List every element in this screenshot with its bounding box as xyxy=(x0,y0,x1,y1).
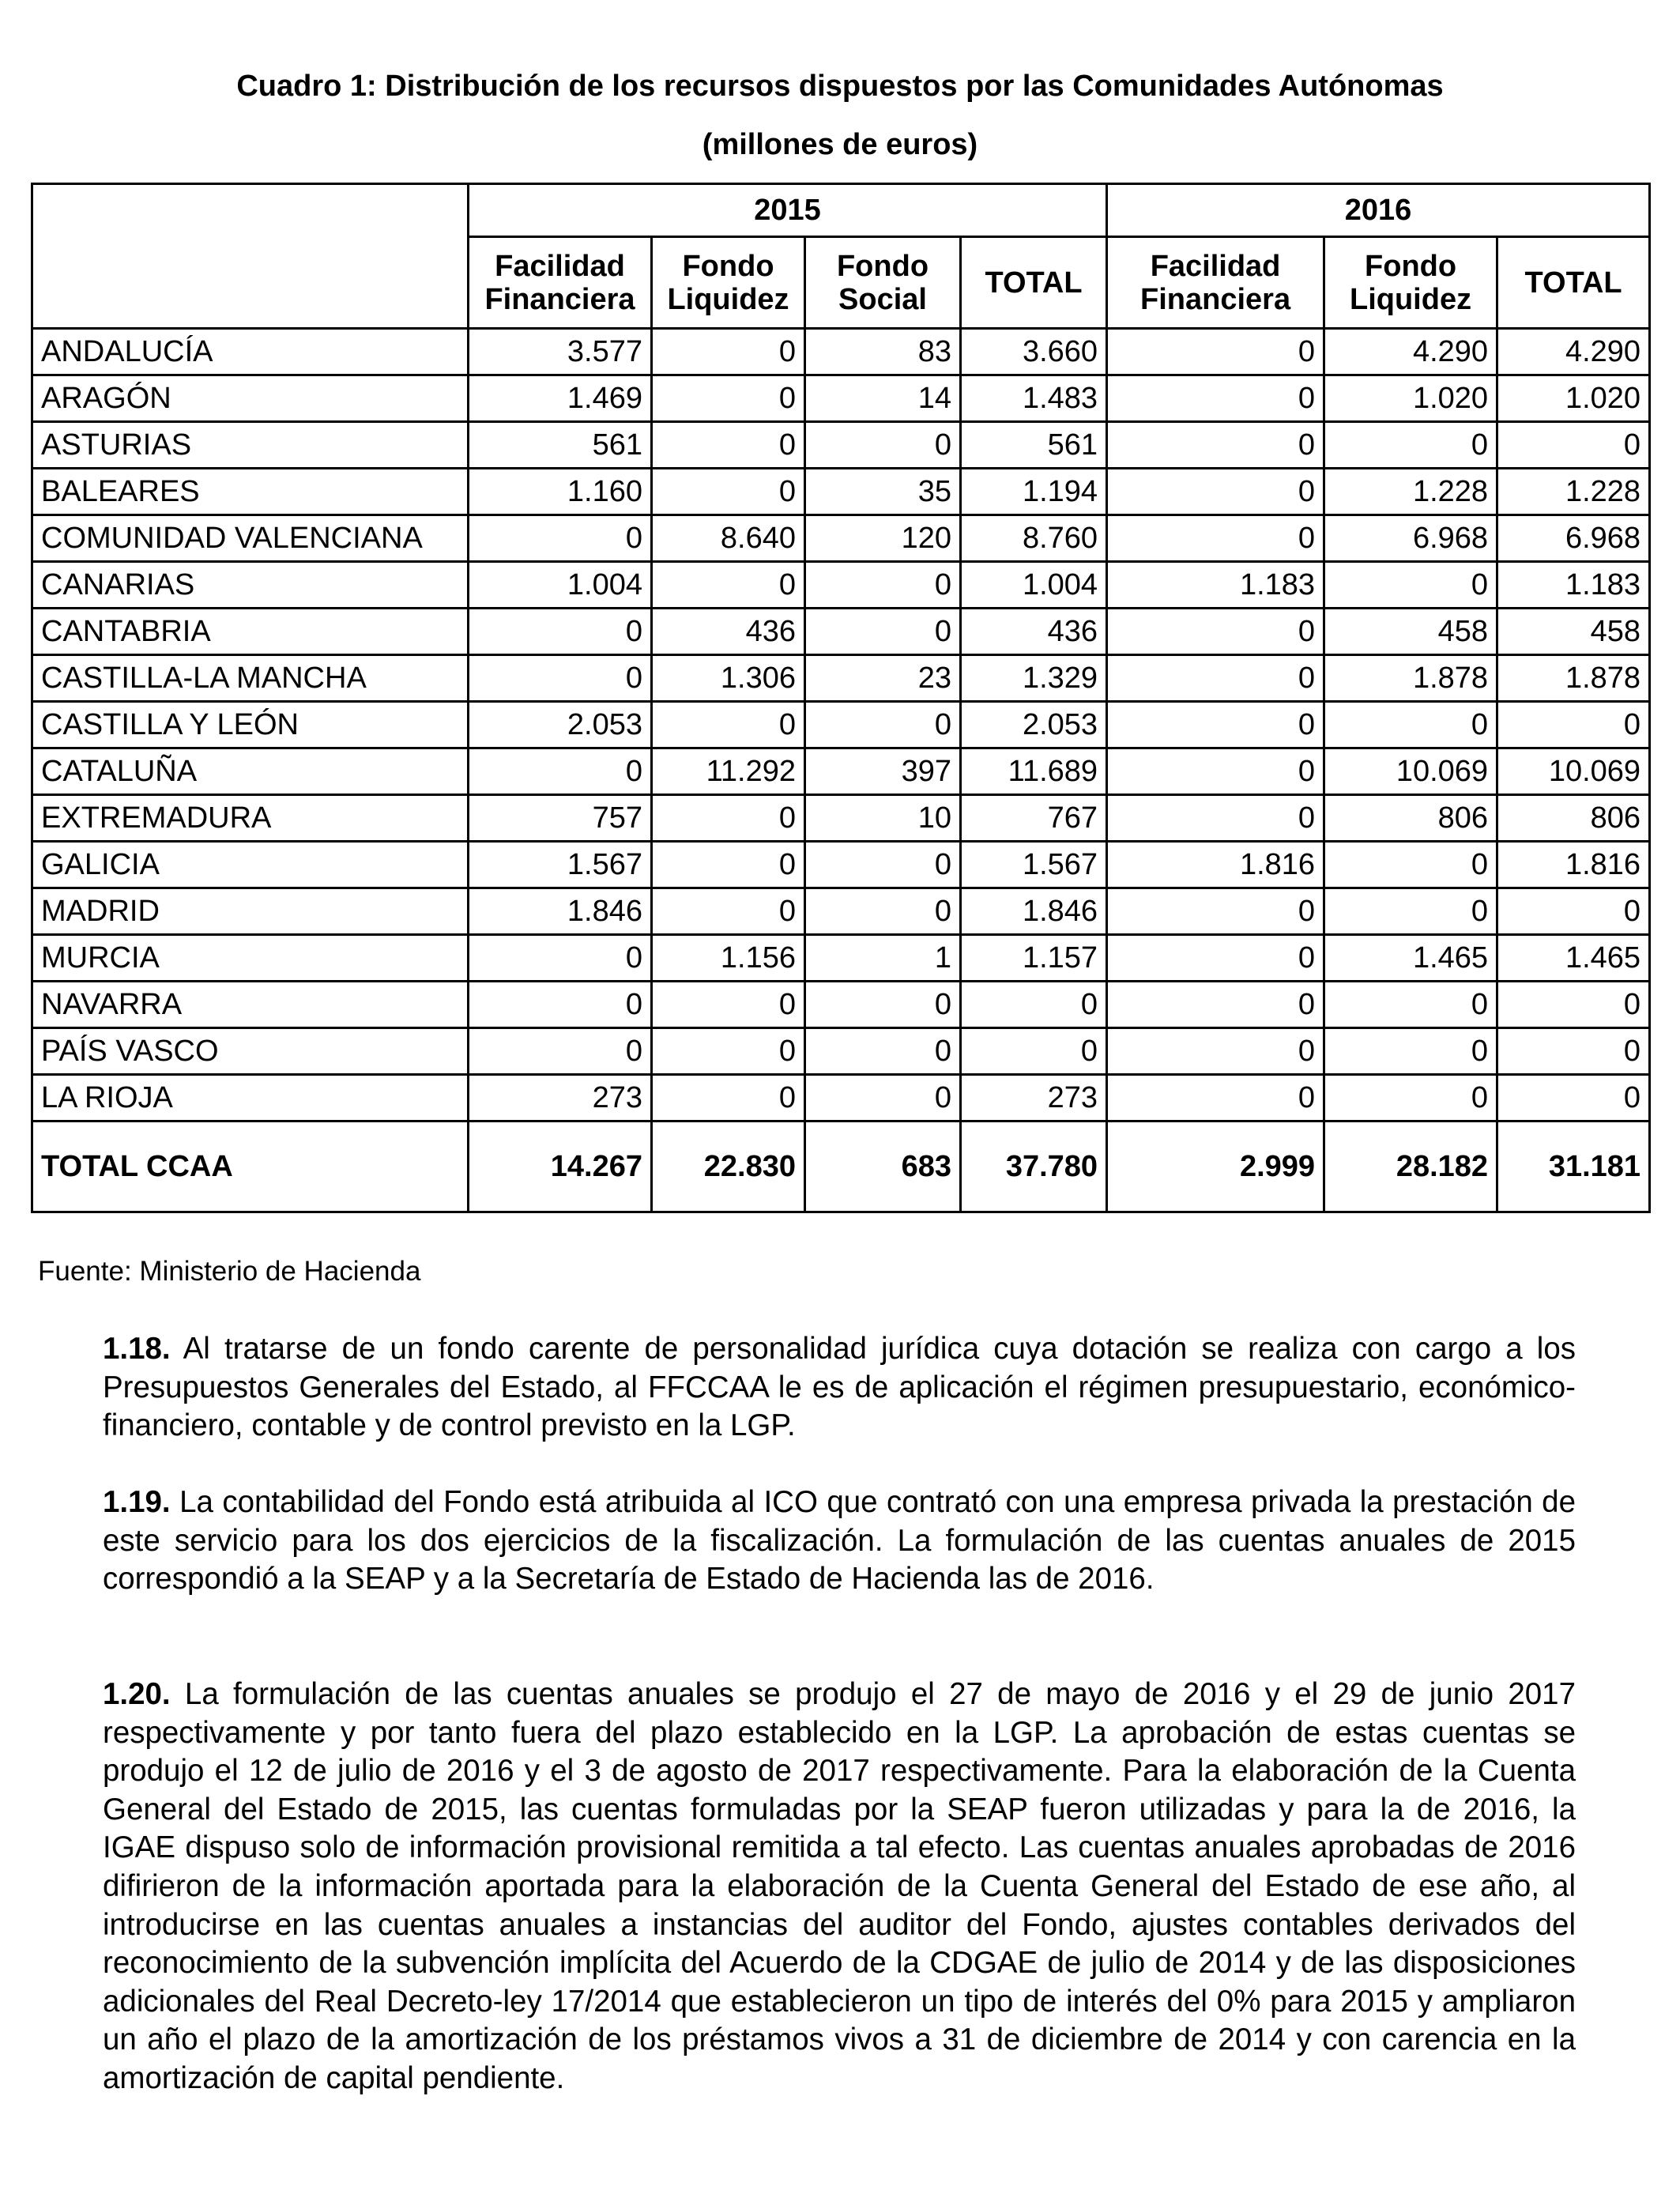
value-cell: 1.228 xyxy=(1324,469,1497,515)
value-cell: 0 xyxy=(1324,888,1497,935)
table-row xyxy=(32,748,1650,795)
paragraph-text: Al tratarse de un fondo carente de personalidad jurídica cuya dotación se realiza con cargo a los Presupuestos Generales del Estado, al FFCCAA le es de aplicación el régimen presupuestario, económico-financiero, contable y de control previsto en la LGP. xyxy=(103,1332,1576,1443)
value-cell: 0 xyxy=(1107,1028,1324,1075)
value-cell: 0 xyxy=(652,888,805,935)
value-cell: 1.483 xyxy=(961,375,1107,422)
value-cell: 0 xyxy=(1107,375,1324,422)
value-cell: 0 xyxy=(805,842,961,888)
value-cell: 10.069 xyxy=(1324,748,1497,795)
value-cell: 0 xyxy=(1324,422,1497,469)
region-name-cell: ANDALUCÍA xyxy=(32,329,469,375)
column-header: Fondo Social xyxy=(805,237,961,329)
value-cell: 0 xyxy=(469,515,652,562)
value-cell: 0 xyxy=(652,469,805,515)
value-cell: 1.567 xyxy=(469,842,652,888)
value-cell: 436 xyxy=(961,609,1107,655)
value-cell: 0 xyxy=(805,562,961,609)
paragraph-1-20 xyxy=(103,1676,1576,2098)
region-name-cell: CANARIAS xyxy=(32,562,469,609)
value-cell: 0 xyxy=(1107,702,1324,748)
value-cell: 0 xyxy=(961,982,1107,1028)
value-cell: 6.968 xyxy=(1497,515,1650,562)
column-header: Facilidad Financiera xyxy=(469,237,652,329)
value-cell: 767 xyxy=(961,795,1107,842)
value-cell: 14 xyxy=(805,375,961,422)
value-cell: 1.183 xyxy=(1107,562,1324,609)
region-name-cell: COMUNIDAD VALENCIANA xyxy=(32,515,469,562)
value-cell: 0 xyxy=(1107,609,1324,655)
value-cell: 1.306 xyxy=(652,655,805,702)
value-cell: 0 xyxy=(1497,888,1650,935)
table-row xyxy=(32,655,1650,702)
value-cell: 0 xyxy=(1107,888,1324,935)
paragraph-text: La contabilidad del Fondo está atribuida al ICO que contrató con una empresa privada la prestación de este servicio para los dos ejercicios de la fiscalización. La formulación de las cuentas anuales de 2015 correspondió a la SEAP y a la Secretaría de Estado de Hacienda las de 2016. xyxy=(103,1485,1576,1596)
total-cell: 683 xyxy=(805,1122,961,1212)
value-cell: 0 xyxy=(469,982,652,1028)
value-cell: 0 xyxy=(805,609,961,655)
value-cell: 10.069 xyxy=(1497,748,1650,795)
value-cell: 0 xyxy=(1107,655,1324,702)
value-cell: 0 xyxy=(652,375,805,422)
value-cell: 0 xyxy=(1497,1075,1650,1122)
year-header-2016: 2016 xyxy=(1107,184,1650,237)
table-row xyxy=(32,842,1650,888)
region-name-cell: BALEARES xyxy=(32,469,469,515)
value-cell: 1.567 xyxy=(961,842,1107,888)
value-cell: 1.156 xyxy=(652,935,805,982)
table-row xyxy=(32,515,1650,562)
value-cell: 6.968 xyxy=(1324,515,1497,562)
value-cell: 11.292 xyxy=(652,748,805,795)
value-cell: 1.160 xyxy=(469,469,652,515)
table-row xyxy=(32,329,1650,375)
value-cell: 0 xyxy=(805,422,961,469)
value-cell: 0 xyxy=(1107,748,1324,795)
value-cell: 806 xyxy=(1497,795,1650,842)
total-cell: 2.999 xyxy=(1107,1122,1324,1212)
column-header: Fondo Liquidez xyxy=(652,237,805,329)
value-cell: 0 xyxy=(1324,982,1497,1028)
value-cell: 0 xyxy=(805,1075,961,1122)
paragraph-number: 1.19. xyxy=(103,1485,171,1519)
value-cell: 0 xyxy=(469,935,652,982)
value-cell: 0 xyxy=(652,329,805,375)
value-cell: 4.290 xyxy=(1324,329,1497,375)
value-cell: 11.689 xyxy=(961,748,1107,795)
value-cell: 1.846 xyxy=(469,888,652,935)
value-cell: 1.846 xyxy=(961,888,1107,935)
value-cell: 3.577 xyxy=(469,329,652,375)
value-cell: 0 xyxy=(1497,982,1650,1028)
value-cell: 1.816 xyxy=(1497,842,1650,888)
value-cell: 458 xyxy=(1497,609,1650,655)
value-cell: 0 xyxy=(1107,935,1324,982)
value-cell: 8.760 xyxy=(961,515,1107,562)
region-name-cell: CASTILLA Y LEÓN xyxy=(32,702,469,748)
value-cell: 120 xyxy=(805,515,961,562)
value-cell: 0 xyxy=(805,888,961,935)
value-cell: 0 xyxy=(469,1028,652,1075)
column-header: TOTAL xyxy=(961,237,1107,329)
value-cell: 1.329 xyxy=(961,655,1107,702)
value-cell: 0 xyxy=(1497,702,1650,748)
value-cell: 1.816 xyxy=(1107,842,1324,888)
table-row xyxy=(32,422,1650,469)
value-cell: 3.660 xyxy=(961,329,1107,375)
paragraph-number: 1.20. xyxy=(103,1677,171,1711)
region-name-cell: ARAGÓN xyxy=(32,375,469,422)
total-cell: 14.267 xyxy=(469,1122,652,1212)
value-cell: 0 xyxy=(805,702,961,748)
value-cell: 561 xyxy=(961,422,1107,469)
value-cell: 0 xyxy=(1107,1075,1324,1122)
table-row xyxy=(32,935,1650,982)
value-cell: 436 xyxy=(652,609,805,655)
value-cell: 0 xyxy=(469,748,652,795)
table-row xyxy=(32,562,1650,609)
region-name-cell: CASTILLA-LA MANCHA xyxy=(32,655,469,702)
value-cell: 1.194 xyxy=(961,469,1107,515)
value-cell: 0 xyxy=(1107,982,1324,1028)
value-cell: 0 xyxy=(961,1028,1107,1075)
value-cell: 1.020 xyxy=(1324,375,1497,422)
table-row xyxy=(32,1075,1650,1122)
table-body xyxy=(32,329,1650,1212)
value-cell: 1.183 xyxy=(1497,562,1650,609)
total-row xyxy=(32,1122,1650,1212)
value-cell: 0 xyxy=(1107,469,1324,515)
value-cell: 1.469 xyxy=(469,375,652,422)
value-cell: 0 xyxy=(652,562,805,609)
table-row xyxy=(32,375,1650,422)
value-cell: 83 xyxy=(805,329,961,375)
year-header-row xyxy=(32,184,1650,237)
region-name-cell: ASTURIAS xyxy=(32,422,469,469)
table-row xyxy=(32,982,1650,1028)
table-row xyxy=(32,888,1650,935)
value-cell: 0 xyxy=(652,422,805,469)
value-cell: 757 xyxy=(469,795,652,842)
value-cell: 1 xyxy=(805,935,961,982)
value-cell: 0 xyxy=(1324,1075,1497,1122)
table-row xyxy=(32,469,1650,515)
value-cell: 35 xyxy=(805,469,961,515)
value-cell: 0 xyxy=(652,1075,805,1122)
total-label: TOTAL CCAA xyxy=(32,1122,469,1212)
value-cell: 1.004 xyxy=(469,562,652,609)
value-cell: 0 xyxy=(1497,422,1650,469)
value-cell: 8.640 xyxy=(652,515,805,562)
total-cell: 28.182 xyxy=(1324,1122,1497,1212)
region-name-cell: MADRID xyxy=(32,888,469,935)
table-row xyxy=(32,795,1650,842)
value-cell: 0 xyxy=(1107,329,1324,375)
value-cell: 0 xyxy=(1324,702,1497,748)
value-cell: 0 xyxy=(652,702,805,748)
distribution-table xyxy=(31,183,1651,1213)
value-cell: 561 xyxy=(469,422,652,469)
value-cell: 23 xyxy=(805,655,961,702)
value-cell: 0 xyxy=(805,1028,961,1075)
table-row xyxy=(32,702,1650,748)
value-cell: 0 xyxy=(652,842,805,888)
region-name-cell: EXTREMADURA xyxy=(32,795,469,842)
value-cell: 0 xyxy=(1107,515,1324,562)
source-note: Fuente: Ministerio de Hacienda xyxy=(38,1256,421,1287)
region-name-cell: CANTABRIA xyxy=(32,609,469,655)
paragraph-1-19 xyxy=(103,1483,1576,1599)
value-cell: 0 xyxy=(1324,562,1497,609)
value-cell: 1.157 xyxy=(961,935,1107,982)
value-cell: 1.878 xyxy=(1324,655,1497,702)
paragraph-number: 1.18. xyxy=(103,1332,171,1366)
value-cell: 0 xyxy=(652,982,805,1028)
value-cell: 1.020 xyxy=(1497,375,1650,422)
value-cell: 1.004 xyxy=(961,562,1107,609)
value-cell: 458 xyxy=(1324,609,1497,655)
region-name-cell: MURCIA xyxy=(32,935,469,982)
region-name-cell: NAVARRA xyxy=(32,982,469,1028)
value-cell: 1.228 xyxy=(1497,469,1650,515)
corner-header-cell xyxy=(32,184,469,329)
paragraph-1-18 xyxy=(103,1330,1576,1446)
value-cell: 0 xyxy=(652,1028,805,1075)
value-cell: 1.465 xyxy=(1324,935,1497,982)
total-cell: 37.780 xyxy=(961,1122,1107,1212)
paragraph-text: La formulación de las cuentas anuales se produjo el 27 de mayo de 2016 y el 29 de junio 2017 respectivamente y por tanto fuera del plazo establecido en la LGP. La aprobación de estas cuentas se produjo el 12 de julio de 2016 y el 3 de agosto de 2017 respectivamente. Para la elaboración de la Cuenta General del Estado de 2015, las cuentas formuladas por la SEAP fueron utilizadas y para la de 2016, la IGAE dispuso solo de información provisional remitida a tal efecto. Las cuentas anuales aprobadas de 2016 difirieron de la información aportada para la elaboración de la Cuenta General del Estado de ese año, al introducirse en las cuentas anuales a instancias del auditor del Fondo, ajustes contables derivados del reconocimiento de la subvención implícita del Acuerdo de la CDGAE de julio de 2014 y de las disposiciones adicionales del Real Decreto-ley 17/2014 que establecieron un tipo de interés del 0% para 2015 y ampliaron un año el plazo de la amortización de los préstamos vivos a 31 de diciembre de 2014 y con carencia en la amortización de capital pendiente. xyxy=(103,1677,1576,2095)
value-cell: 0 xyxy=(1107,422,1324,469)
table-title: Cuadro 1: Distribución de los recursos dispuestos por las Comunidades Autónomas xyxy=(236,70,1444,103)
region-name-cell: PAÍS VASCO xyxy=(32,1028,469,1075)
table-subtitle: (millones de euros) xyxy=(702,128,978,161)
value-cell: 10 xyxy=(805,795,961,842)
value-cell: 0 xyxy=(1107,795,1324,842)
value-cell: 273 xyxy=(469,1075,652,1122)
value-cell: 2.053 xyxy=(961,702,1107,748)
total-cell: 22.830 xyxy=(652,1122,805,1212)
value-cell: 0 xyxy=(805,982,961,1028)
region-name-cell: GALICIA xyxy=(32,842,469,888)
region-name-cell: LA RIOJA xyxy=(32,1075,469,1122)
column-header: TOTAL xyxy=(1497,237,1650,329)
value-cell: 0 xyxy=(1324,1028,1497,1075)
value-cell: 0 xyxy=(469,655,652,702)
value-cell: 0 xyxy=(652,795,805,842)
value-cell: 2.053 xyxy=(469,702,652,748)
column-header: Facilidad Financiera xyxy=(1107,237,1324,329)
region-name-cell: CATALUÑA xyxy=(32,748,469,795)
table-row xyxy=(32,609,1650,655)
value-cell: 397 xyxy=(805,748,961,795)
column-header: Fondo Liquidez xyxy=(1324,237,1497,329)
value-cell: 0 xyxy=(1497,1028,1650,1075)
value-cell: 1.878 xyxy=(1497,655,1650,702)
total-cell: 31.181 xyxy=(1497,1122,1650,1212)
value-cell: 0 xyxy=(469,609,652,655)
value-cell: 273 xyxy=(961,1075,1107,1122)
table-row xyxy=(32,1028,1650,1075)
year-header-2015: 2015 xyxy=(469,184,1107,237)
value-cell: 806 xyxy=(1324,795,1497,842)
value-cell: 1.465 xyxy=(1497,935,1650,982)
value-cell: 4.290 xyxy=(1497,329,1650,375)
value-cell: 0 xyxy=(1324,842,1497,888)
